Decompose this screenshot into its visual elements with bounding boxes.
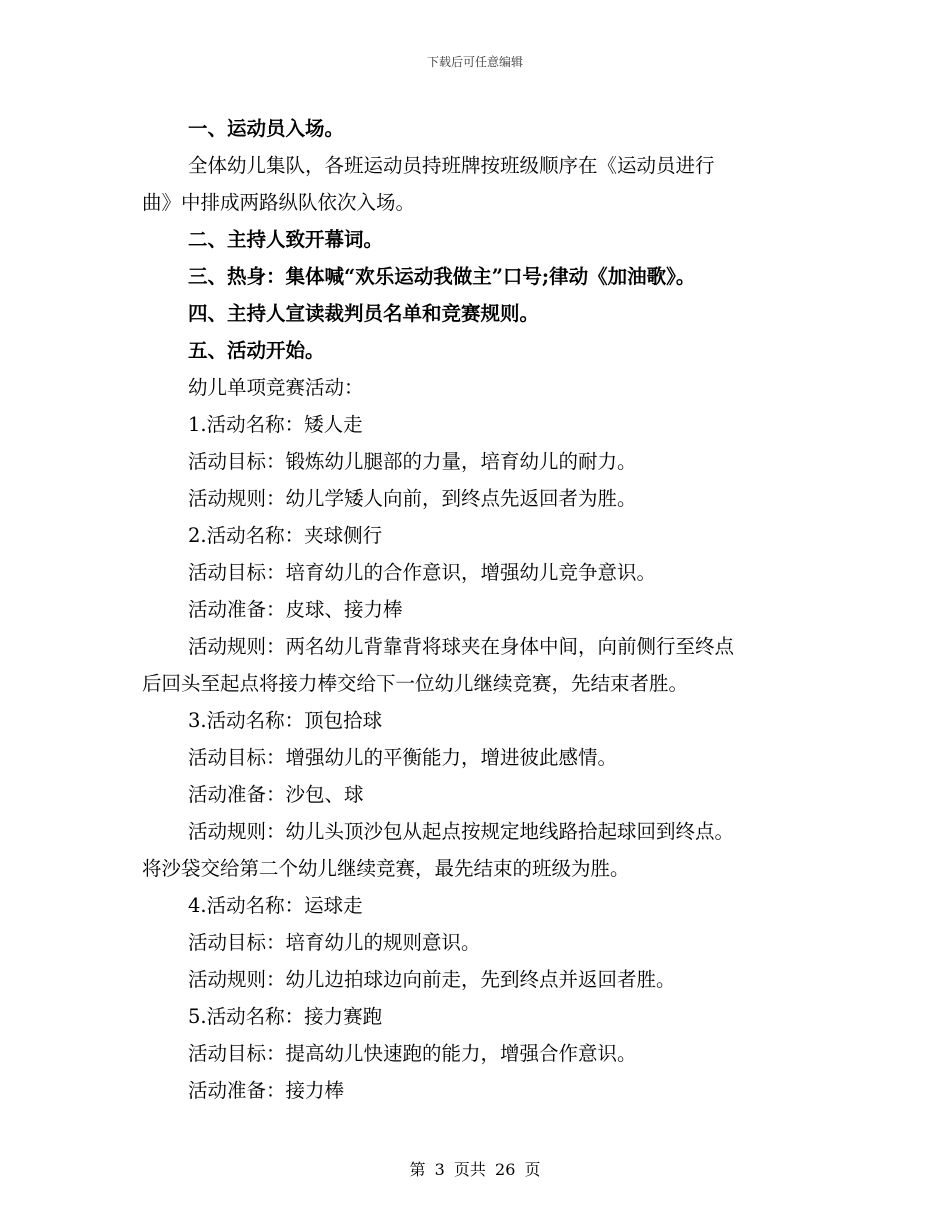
paragraph: 曲》中排成两路纵队依次入场。 [142, 191, 416, 214]
paragraph: 1.活动名称：矮人走 [188, 413, 363, 436]
paragraph: 活动目标：培育幼儿的合作意识，增强幼儿竞争意识。 [188, 561, 657, 584]
paragraph: 活动目标：锻炼幼儿腿部的力量，培育幼儿的耐力。 [188, 450, 637, 473]
paragraph: 活动目标：提高幼儿快速跑的能力，增强合作意识。 [188, 1042, 637, 1065]
page-number-prefix: 第 [409, 1160, 426, 1179]
paragraph: 幼儿单项竞赛活动： [188, 376, 364, 399]
paragraph: 三、热身：集体喊“欢乐运动我做主”口号;律动《加油歌》。 [188, 265, 696, 288]
paragraph: 活动目标：增强幼儿的平衡能力，增进彼此感情。 [188, 746, 618, 769]
paragraph: 活动规则：两名幼儿背靠背将球夹在身体中间，向前侧行至终点 [188, 635, 735, 658]
paragraph: 后回头至起点将接力棒交给下一位幼儿继续竞赛，先结束者胜。 [142, 672, 689, 695]
page-number-middle: 页共 [453, 1160, 486, 1179]
paragraph: 活动准备：沙包、球 [188, 783, 364, 806]
paragraph: 五、活动开始。 [188, 339, 325, 362]
page-number-current: 3 [434, 1160, 445, 1179]
page-header [0, 53, 950, 70]
paragraph: 二、主持人致开幕词。 [188, 228, 384, 251]
paragraph: 活动规则：幼儿头顶沙包从起点按规定地线路拾起球回到终点。 [188, 820, 735, 843]
paragraph: 5.活动名称：接力赛跑 [188, 1005, 383, 1028]
header-text: 下载后可任意编辑 [426, 55, 523, 69]
paragraph: 2.活动名称：夹球侧行 [188, 524, 383, 547]
paragraph: 4.活动名称：运球走 [188, 894, 363, 917]
paragraph: 3.活动名称：顶包拾球 [188, 709, 383, 732]
paragraph: 活动规则：幼儿学矮人向前，到终点先返回者为胜。 [188, 487, 637, 510]
paragraph: 四、主持人宣读裁判员名单和竞赛规则。 [188, 302, 540, 325]
paragraph: 活动准备：皮球、接力棒 [188, 598, 403, 621]
paragraph: 将沙袋交给第二个幼儿继续竞赛，最先结束的班级为胜。 [142, 857, 630, 880]
document-body [142, 110, 810, 1109]
paragraph: 一、运动员入场。 [188, 117, 345, 140]
page-number-total: 26 [495, 1160, 516, 1179]
paragraph: 活动规则：幼儿边拍球边向前走，先到终点并返回者胜。 [188, 968, 676, 991]
page-number-suffix: 页 [524, 1160, 541, 1179]
paragraph: 全体幼儿集队，各班运动员持班牌按班级顺序在《运动员进行 [188, 154, 715, 177]
paragraph: 活动准备：接力棒 [188, 1079, 345, 1102]
paragraph: 活动目标：培育幼儿的规则意识。 [188, 931, 481, 954]
page-footer [0, 1157, 950, 1180]
